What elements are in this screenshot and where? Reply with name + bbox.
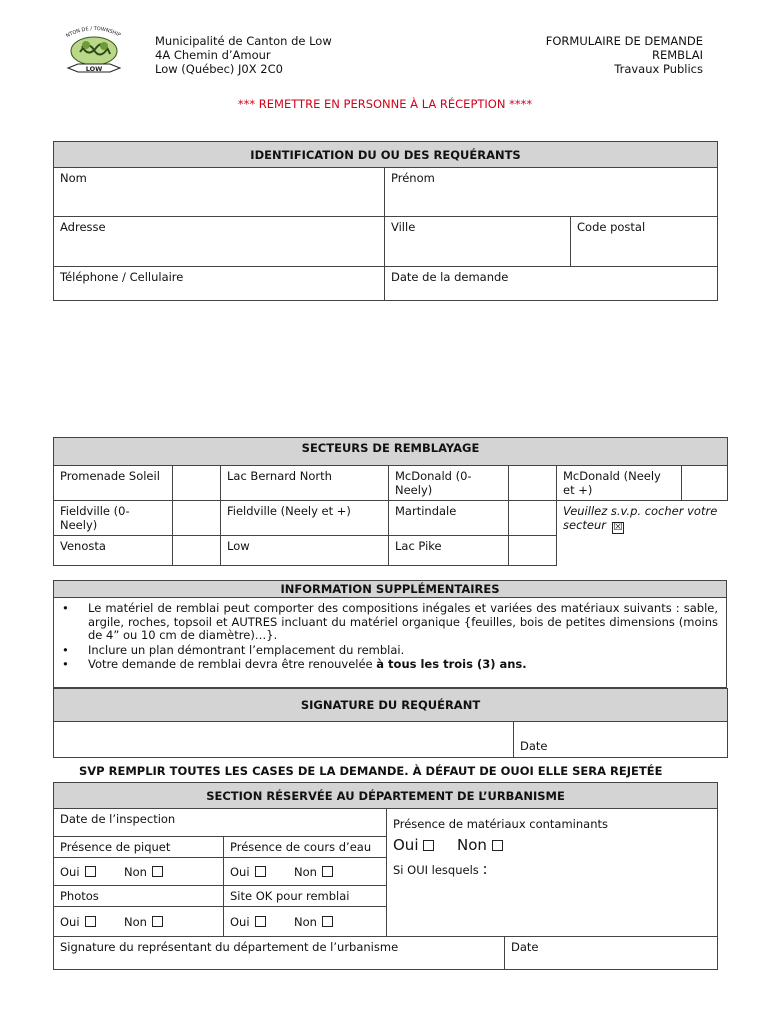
field-signature[interactable] [54,722,514,758]
sector-promenade-soleil: Promenade Soleil [54,466,173,501]
choice-site-ok-non[interactable] [294,915,333,929]
info-item-plan: • Inclure un plan démontrant l’emplacement du remblai. [88,644,718,658]
field-urbanisme-date[interactable]: Date [505,937,718,970]
oui-label: Oui [60,914,80,929]
choice-photos-non[interactable] [124,915,163,929]
oui-label: Oui [230,864,250,879]
notice-fill-all: SVP REMPLIR TOUTES LES CASES DE LA DEMANDE. À DÉFAUT DE OUOI ELLE SERA REJETÉE [79,764,663,778]
form-title: FORMULAIRE DE DEMANDE [545,34,703,48]
urbanisme-title: SECTION RÉSERVÉE AU DÉPARTEMENT DE L’URBANISME [54,783,718,809]
department: Travaux Publics [614,62,703,76]
checkbox-icon [322,866,333,877]
municipality-address [155,34,332,76]
non-label: Non [124,914,147,929]
notice-in-person: *** REMETTRE EN PERSONNE À LA RÉCEPTION **** [237,97,533,111]
choice-cours-eau-oui[interactable] [230,865,294,879]
signature-title: SIGNATURE DU REQUÉRANT [54,689,728,722]
info-body [54,598,727,688]
non-label: Non [294,914,317,929]
checkbox-icon [85,916,96,927]
field-code-postal[interactable]: Code postal [571,217,718,267]
choice-photos-oui[interactable] [60,915,124,929]
field-signature-representant[interactable]: Signature du représentant du département de l’urbanisme [54,937,505,970]
checkbox-fieldville-0-neely[interactable] [173,501,221,536]
si-oui-text: Si OUI lesquels [393,863,479,877]
field-nom[interactable]: Nom [54,168,385,217]
secteurs-table [53,437,728,566]
checkbox-icon [423,840,434,851]
choice-contaminants-non[interactable] [457,836,503,854]
sector-mcdonald-0-neely: McDonald (0-Neely) [389,466,509,501]
sector-note [557,501,728,566]
sector-fieldville-neely: Fieldville (Neely et +) [221,501,389,536]
urbanisme-table [53,782,718,970]
checkbox-icon [492,840,503,851]
info-item-materials: • Le matériel de remblai peut comporter des compositions inégales et variées des matériaux suivants : sable, argile, roches, topsoil et AUTRES incluant du matériel organique {feuilles, bois de petites dimensions (moins de 4” ou 10 cm de diamètre)…}. [88,602,718,643]
choice-cours-eau [224,858,387,886]
checked-box-icon: ☒ [613,522,623,533]
form-header [546,34,703,76]
non-label: Non [294,864,317,879]
field-signature-date[interactable]: Date [514,722,728,758]
sector-lac-bernard: Lac Bernard North [221,466,389,501]
checkbox-mcdonald-neely[interactable] [682,466,728,501]
renewal-bold: à tous les trois (3) ans. [376,657,527,671]
label-cours-eau: Présence de cours d’eau [224,837,387,858]
info-title: INFORMATION SUPPLÉMENTAIRES [54,581,727,598]
sector-venosta: Venosta [54,536,173,566]
non-label: Non [457,836,487,854]
non-label: Non [124,864,147,879]
logo-text-top: NTON DE / TOWNSHIP [65,25,122,40]
sector-fieldville-0-neely: Fieldville (0-Neely) [54,501,173,536]
sector-note-text: Veuillez s.v.p. cocher votre secteur [563,504,718,532]
contaminants-cell [387,809,718,937]
choice-site-ok [224,907,387,937]
oui-label: Oui [230,914,250,929]
checkbox-icon [152,866,163,877]
identification-title: IDENTIFICATION DU OU DES REQUÉRANTS [54,142,718,168]
choice-contaminants [393,836,711,854]
identification-table [53,141,718,301]
sector-mcdonald-neely: McDonald (Neely et +) [557,466,682,501]
label-contaminants: Présence de matériaux contaminants [393,817,609,831]
label-photos: Photos [54,886,224,907]
si-oui-colon: : [482,860,488,878]
field-date-inspection[interactable]: Date de l’inspection [54,809,387,837]
signature-table [53,688,728,758]
field-date-demande[interactable]: Date de la demande [385,267,718,301]
address-line: 4A Chemin d’Amour [155,48,271,62]
oui-label: Oui [393,836,419,854]
choice-photos [54,907,224,937]
choice-piquet [54,858,224,886]
label-piquet: Présence de piquet [54,837,224,858]
choice-cours-eau-non[interactable] [294,865,333,879]
sector-martindale: Martindale [389,501,509,536]
choice-site-ok-oui[interactable] [230,915,294,929]
info-table [53,580,727,688]
sector-lac-pike: Lac Pike [389,536,509,566]
form-subject: REMBLAI [652,48,703,62]
info-item-renewal [88,658,718,672]
renewal-text: Votre demande de remblai devra être renouvelée [88,657,377,671]
checkbox-icon [255,866,266,877]
checkbox-icon [255,916,266,927]
oui-label: Oui [60,864,80,879]
checkbox-icon [322,916,333,927]
secteurs-title: SECTEURS DE REMBLAYAGE [54,438,728,466]
choice-piquet-oui[interactable] [60,865,124,879]
choice-piquet-non[interactable] [124,865,163,879]
city-line: Low (Québec) J0X 2C0 [155,62,283,76]
field-prenom[interactable]: Prénom [385,168,718,217]
field-ville[interactable]: Ville [385,217,571,267]
checkbox-martindale[interactable] [509,501,557,536]
checkbox-icon [152,916,163,927]
checkbox-venosta[interactable] [173,536,221,566]
label-si-oui [393,860,711,878]
choice-contaminants-oui[interactable] [393,836,457,854]
org-name: Municipalité de Canton de Low [155,34,332,48]
checkbox-icon [85,866,96,877]
field-telephone[interactable]: Téléphone / Cellulaire [54,267,385,301]
logo-text-bottom: LOW [85,65,103,73]
info-list [56,602,718,672]
checkbox-promenade-soleil[interactable] [173,466,221,501]
checkbox-lac-pike[interactable] [509,536,557,566]
municipality-logo [58,22,130,80]
field-adresse[interactable]: Adresse [54,217,385,267]
checkbox-mcdonald-0-neely[interactable] [509,466,557,501]
sector-low: Low [221,536,389,566]
label-site-ok: Site OK pour remblai [224,886,387,907]
